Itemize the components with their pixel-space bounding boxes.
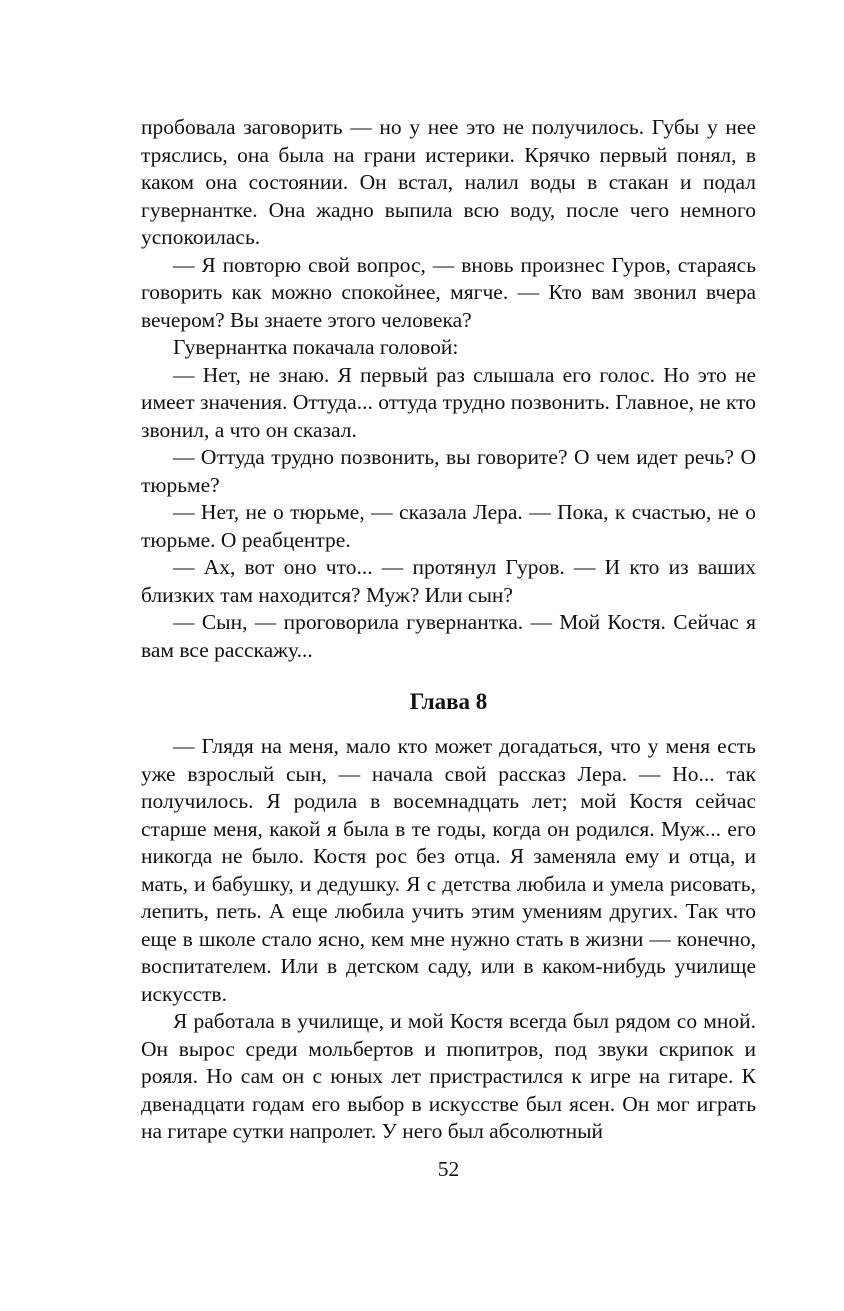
paragraph: — Глядя на меня, мало кто может догадаться, что у меня есть уже взрослый сын, — начала свой рассказ Лера. — Но... так получилось. Я родила в восемнадцать лет; мой Костя сейчас старше меня, какой я была в те годы, когда он родился. Муж... его никогда не было. Костя рос без отца. Я заменяла ему и отца, и мать, и бабушку, и дедушку. Я с детства любила и умела рисовать, лепить, петь. А еще любила учить этим умениям других. Так что еще в школе стало ясно, кем мне нужно стать в жизни — конечно, воспитателем. Или в детском саду, или в каком-нибудь училище искусств.	[141, 734, 756, 1006]
text-block-bottom	[141, 733, 756, 1146]
text-block-top	[141, 114, 756, 664]
paragraph: пробовала заговорить — но у нее это не получилось. Губы у нее тряслись, она была на грани истерики. Крячко первый понял, в каком она состоянии. Он встал, налил воды в стакан и подал гувернантке. Она жадно выпила всю воду, после чего немного успокоилась.	[141, 115, 756, 249]
paragraph: — Сын, — проговорила гувернантка. — Мой Костя. Сейчас я вам все расскажу...	[141, 610, 756, 662]
chapter-title: Глава 8	[409, 689, 488, 714]
paragraph: — Нет, не о тюрьме, — сказала Лера. — Пока, к счастью, не о тюрьме. О реабцентре.	[141, 500, 756, 552]
paragraph: — Ах, вот оно что... — протянул Гуров. — И кто из ваших близких там находится? Муж? Или сын?	[141, 555, 756, 607]
paragraph: — Оттуда трудно позвонить, вы говорите? О чем идет речь? О тюрьме?	[141, 445, 756, 497]
paragraph: — Нет, не знаю. Я первый раз слышала его голос. Но это не имеет значения. Оттуда... оттуда трудно позвонить. Главное, не кто звонил, а что он сказал.	[141, 362, 756, 442]
page-number: 52	[437, 1157, 460, 1181]
paragraph: Я работала в училище, и мой Костя всегда был рядом со мной. Он вырос среди мольбертов и пюпитров, под звуки скрипок и рояля. Но сам он с юных лет пристрастился к игре на гитаре. К двенадцати годам его выбор в искусстве был ясен. Он мог играть на гитаре сутки напролет. У него был абсолютный	[141, 1009, 756, 1143]
paragraph: Гувернантка покачала головой:	[173, 335, 459, 359]
paragraph: — Я повторю свой вопрос, — вновь произнес Гуров, стараясь говорить как можно спокойнее, мягче. — Кто вам звонил вчера вечером? Вы знаете этого человека?	[141, 252, 756, 332]
